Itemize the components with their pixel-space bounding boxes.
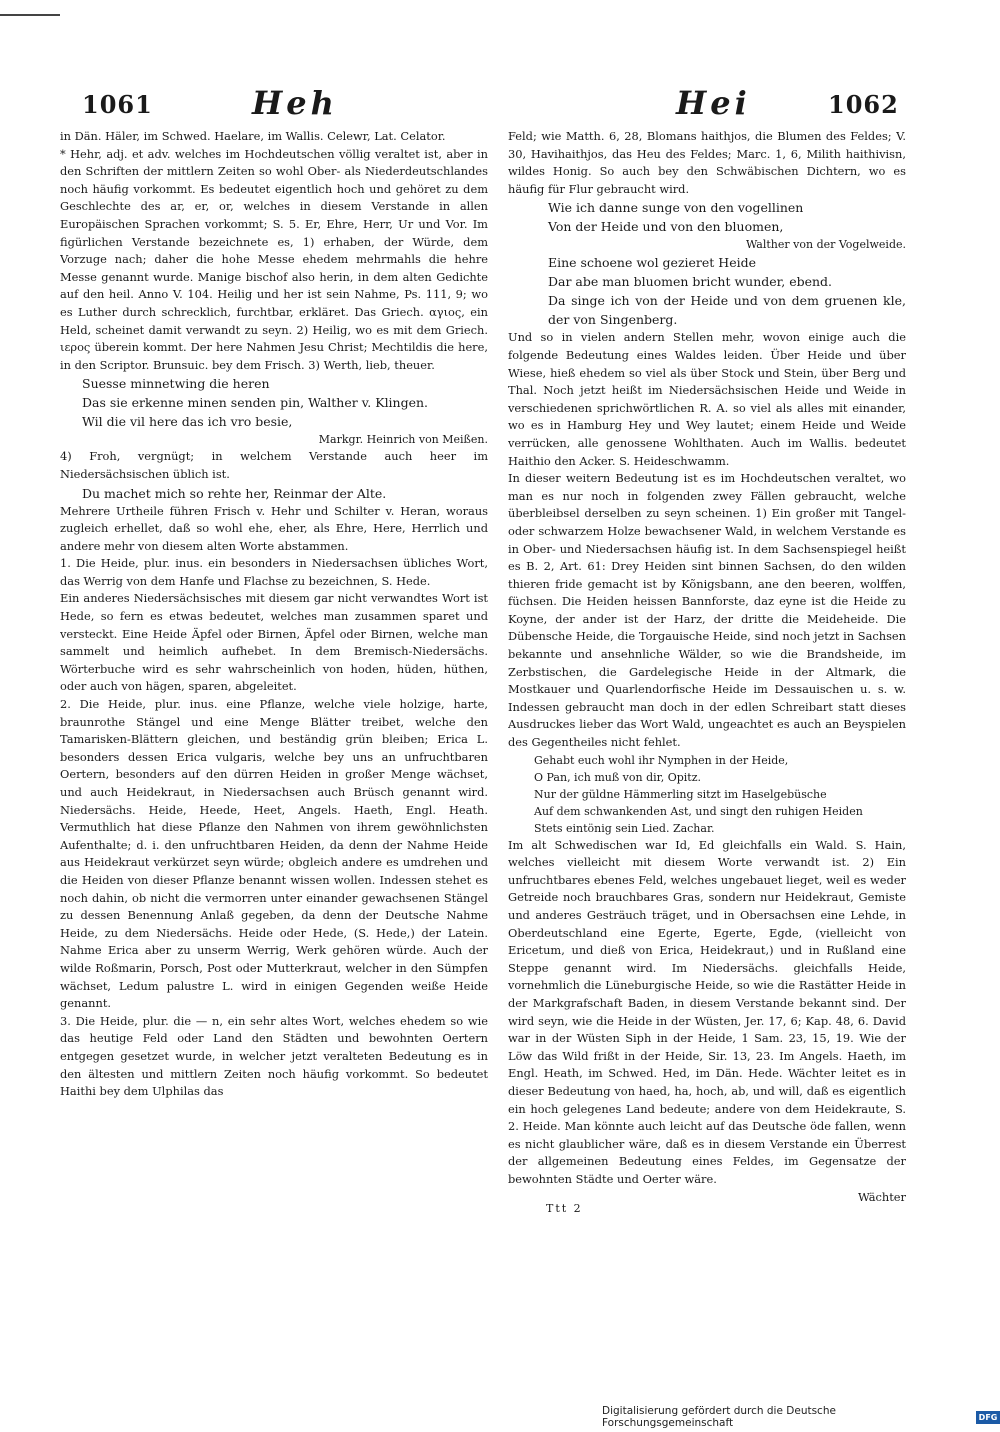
text-paragraph: 4) Froh, vergnügt; in welchem Verstande auch heer im Niedersächsischen üblich ist. [60,449,488,481]
verse-line: Wie ich danne sunge von den vogellinen [548,200,804,216]
printer-signature: Ttt 2 [546,1202,583,1215]
page-header [0,80,1000,130]
text-paragraph: Ein anderes Niedersächsisches mit diesem gar nicht verwandtes Wort ist Hede, so fern es etwas bedeutet, welches man zusammen sparet und versteckt. Eine Heide Äpfel oder Birnen, Äpfel oder Birnen, welche man sammelt und heimlich aufhebet. In dem Bremisch-Niedersächs. Wörterbuche wird es sehr wahrscheinlich von hoden, hüden, hüthen, oder auch von hägen, sparen, abgeleitet. [60,591,488,694]
text-paragraph: in Dän. Häler, im Schwed. Haelare, im Wallis. Celewr, Lat. Celator. [60,129,446,143]
verse-line: Eine schoene wol gezieret Heide [548,255,756,271]
verse-line: Da singe ich von der Heide und von dem gruenen kle, der von Singenberg. [548,293,906,328]
funding-credit: Digitalisierung gefördert durch die Deutsche Forschungsgemeinschaft [602,1405,836,1429]
right-column [508,128,906,1228]
verse-quote [548,198,906,329]
left-page-number: 1061 [82,90,153,119]
scan-border-mark [0,12,60,18]
quote-line: Stets eintönig sein Lied. Zachar. [534,821,715,835]
verse-line: Suesse minnetwing die heren [82,376,270,392]
entry-heide-1: 1. Die Heide, plur. inus. ein besonders in Niedersachsen übliches Wort, das Werrig von dem Hanfe und Flachse zu bezeichnen, S. Hede. [60,556,488,588]
entry-hehr: * Hehr, adj. et adv. welches im Hochdeutschen völlig veraltet ist, aber in den Schriften der mittlern Zeiten so wohl Ober- als Niederdeutschlandes noch häufig vorkommt. Es bedeutet eigentlich hoch und gehöret zu dem Geschlechte des ar, er, or, welches in diesem Verstande in allen Europäischen Sprachen vorkommt; S. 5. Er, Ehre, Herr, Ur und Vor. Im figürlichen Verstande bezeichnete es, 1) erhaben, der Würde, dem Vorzuge nach; daher die hohe Messe ehedem mehrmahls die hehre Messe genannt wurde. Manige bischof also herin, in dem alten Gedichte auf den heil. Anno V. 104. Heilig und her ist sein Nahme, Ps. 111, 9; wo es Luther durch schrecklich, furchtbar, erkläret. Das Griech. αγιος, ein Held, scheinet damit verwandt zu seyn. 2) Heilig, wo es mit dem Griech. ιερος überein kommt. Der here Nahmen Jesu Christ; Mechtildis die here, in den Scriptor. Brunsuic. bey dem Frisch. 3) Werth, lieb, theuer. [60,146,488,372]
verse-line: Dar abe man bluomen bricht wunder, ebend. [548,274,833,290]
text-paragraph: In dieser weitern Bedeutung ist es im Hochdeutschen veraltet, wo man es nur noch in folgenden zwey Fällen gebraucht, welche überbleibsel derselben zu seyn scheinen. 1) Ein großer mit Tangel- oder schwarzem Holze bewachsener Wald, in welchem Verstande es in Ober- und Niedersachsen häufig ist. In dem Sachsenspiegel heißt es B. 2, Art. 61: Drey Heiden sint binnen Sachsen, do den wilden thieren fride gemacht ist by Kõnigsbann, ane den beeren, wolffen, füchsen. Die Heiden heissen Bannforste, daz eyne ist die Heide zu Koyne, der ander ist der Harz, der dritte die Meideheide. Die Dübensche Heide, die Torgauische Heide, sind noch jetzt in Sachsen bekannte und ansehnliche Wälder, so wie die Brandsheide, im Zerbstischen, die Gardelegische Heide in der Altmark, die Mostkauer und Quarlendorfische Heide im Dessauischen u. s. w. Indessen gebraucht man doch in der edlen Schreibart statt dieses Ausdruckes lieber das Wort Wald, ungeachtet es auch an Beyspielen des Gegentheiles nicht fehlet. [508,471,906,750]
text-paragraph: Feld; wie Matth. 6, 28, Blomans haithjos, die Blumen des Feldes; V. 30, Havihaithjos, das Heu des Feldes; Marc. 1, 6, Milith haithivisn, wildes Honig. So auch bey den Schwäbischen Dichtern, wo es häufig für Flur gebraucht wird. [508,129,906,196]
left-column [60,128,488,1228]
poem-quote [534,752,906,837]
verse-source: Markgr. Heinrich von Meißen. [318,433,488,447]
quote-line: O Pan, ich muß von dir, Opitz. [534,770,701,784]
verse-line: Du machet mich so rehte her, Reinmar der Alte. [82,485,387,501]
verse-quote [82,374,488,448]
catchword: Wächter [858,1189,906,1204]
text-paragraph: Und so in vielen andern Stellen mehr, wovon einige auch die folgende Bedeutung eines Waldes leiden. Über Heide und über Wiese, hieß ehedem so viel als über Stock und Stein, über Berg und Thal. Noch jetzt heißt im Niedersächsischen Heide und Weide in verschiedenen sprichwörtlichen R. A. so viel als alles mit einander, wo es in Hamburg Hey und Wey lautet; einem Heide und Weide verrücken, alle genossene Wohlthaten. Auch im Wallis. bedeutet Haithio den Acker. S. Heideschwamm. [508,330,906,468]
entry-heide-3: 3. Die Heide, plur. die — n, ein sehr altes Wort, welches ehedem so wie das heutige Feld oder Land den Städten und bewohnten Oertern entgegen gesetzet wurde, in welcher jetzt veralteten Bedeutung es in den ältesten und mittlern Zeiten noch häufig vorkommt. So bedeutet Haithi bey dem Ulphilas das [60,1013,488,1099]
entry-heide-2: 2. Die Heide, plur. inus. eine Pflanze, welche viele holzige, harte, braunrothe Stängel und eine Menge Blätter treibet, welche den Tamarisken-Blättern gleichen, und beständig grün bleiben; Erica L. besonders dessen Erica vulgaris, welche bey uns an unfruchtbaren Oertern, besonders auf den dürren Heiden in großer Menge wächset, und auch Heidekraut, in Niedersachsen auch Brüsch genannt wird. Niedersächs. Heide, Heede, Heet, Angels. Haeth, Engl. Heath. Vermuthlich hat diese Pflanze den Nahmen von ihrem gewöhnlichsten Aufenthalte; d. i. den unfruchtbaren Heiden, da denn der Nahme Heide aus Heidekraut verkürzet seyn würde; obgleich andere es umdrehen und die Heiden von dieser Pflanze benannt wissen wollen. Indessen stehet es noch dahin, ob nicht die vermorren unter einander gewachsenen Stängel zu dessen Benennung Anlaß gegeben, da denn der Deutsche Nahme Heide, zu dem Niedersächs. Heide oder Hede, (S. Hede,) der Latein. Nahme Erica aber zu unserm Werrig, Werk gehören würde. Auch der wilde Roßmarin, Porsch, Post oder Mutterkraut, welcher in den Sümpfen wächset, Ledum palustre L. wird in einigen Gegenden weiße Heide genannt. [60,697,488,1011]
quote-line: Nur der güldne Hämmerling sitzt im Haselgebüsche [534,787,827,801]
verse-line: Wil die vil here das ich vro besie, [82,414,293,430]
dfg-footer [602,1405,1000,1429]
left-catchword-heading: Heh [252,84,338,122]
verse-quote [82,484,488,503]
quote-line: Gehabt euch wohl ihr Nymphen in der Heide, [534,753,789,767]
right-catchword-heading: Hei [676,84,751,122]
verse-source: Walther von der Vogelweide. [745,238,906,252]
text-paragraph: Im alt Schwedischen war Id, Ed gleichfalls ein Wald. S. Hain, welches vielleicht mit diesem Worte verwandt ist. 2) Ein unfruchtbares ebenes Feld, welches ungebauet lieget, weil es weder Getreide noch brauchbares Gras, sondern nur Heidekraut, Gemiste und anderes Gesträuch träget, und in Obersachsen eine Lehde, in Oberdeutschland eine Egerte, Egerte, Egde, (vielleicht von Ericetum, und dieß von Erica, Heidekraut,) und in Rußland eine Steppe genannt wird. Im Niedersächs. gleichfalls Heide, vornehmlich die Lüneburgische Heide, so wie die Rastätter Heide in der Markgrafschaft Baden, in diesem Verstande bekannt sind. Der wird seyn, wie die Heide in der Wüsten, Jer. 17, 6; Kap. 48, 6. David war in der Wüsten Siph in der Heide, 1 Sam. 23, 15, 19. Wie der Löw das Wild frißt in der Heide, Sir. 13, 23. Im Angels. Haeth, im Engl. Heath, im Schwed. Hed, im Dän. Hede. Wächter leitet es in dieser Bedeutung von haed, ha, hoch, ab, und will, daß es eigentlich ein hoch gelegenes Land bedeute; andere von dem Heidekraute, S. 2. Heide. Man könnte auch leicht auf das Deutsche öde fallen, wenn es nicht glaublicher wäre, daß es in diesem Verstande ein Überrest der allgemeinen Bedeutung eines Feldes, im Gegensatze der bewohnten Städte und Oerter wäre. [508,837,906,1186]
dfg-logo-icon: DFG [976,1411,1000,1424]
verse-line: Das sie erkenne minen senden pin, Walther v. Klingen. [82,395,429,411]
right-page-number: 1062 [828,90,899,119]
verse-line: Von der Heide und von den bluomen, [548,219,784,235]
text-paragraph: Mehrere Urtheile führen Frisch v. Hehr und Schilter v. Heran, woraus zugleich erhellet, daß so wohl ehe, eher, als Ehre, Here, Herrlich und andere mehr von diesem alten Worte abstammen. [60,503,488,553]
quote-line: Auf dem schwankenden Ast, und singt den ruhigen Heiden [534,804,863,818]
